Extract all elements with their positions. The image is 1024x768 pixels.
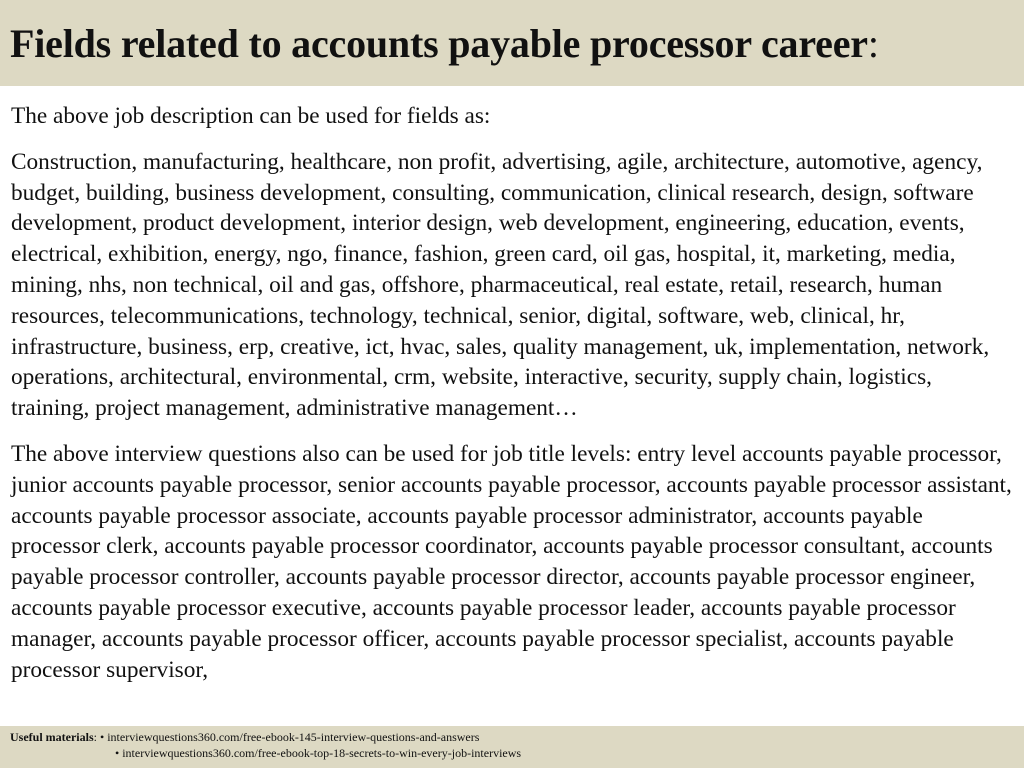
slide-title-text: Fields related to accounts payable processor career bbox=[10, 21, 868, 66]
slide-title-colon: : bbox=[867, 21, 879, 66]
useful-materials-footer bbox=[10, 729, 521, 761]
footer-line bbox=[10, 729, 521, 745]
job-levels-paragraph: The above interview questions also can be used for job title levels: entry level accounts payable processor, junior accounts payable processor, senior accounts payable processor, accounts payable processor assistant, accounts payable processor associate, accounts payable processor administrator, accounts payable processor clerk, accounts payable processor coordinator, accounts payable processor consultant, accounts payable processor controller, accounts payable processor director, accounts payable processor engineer, accounts payable processor executive, accounts payable processor leader, accounts payable processor manager, accounts payable processor officer, accounts payable processor specialist, accounts payable processor supervisor, bbox=[11, 440, 1012, 683]
footer-link[interactable]: interviewquestions360.com/free-ebook-top-18-secrets-to-win-every-job-interviews bbox=[122, 746, 522, 760]
fields-paragraph: Construction, manufacturing, healthcare, non profit, advertising, agile, architecture, automotive, agency, budget, building, business development, consulting, communication, clinical research, design, software development, product development, interior design, web development, engineering, education, events, electrical, exhibition, energy, ngo, finance, fashion, green card, oil gas, hospital, it, marketing, media, mining, nhs, non technical, oil and gas, offshore, pharmaceutical, real estate, retail, research, human resources, telecommunications, technology, technical, senior, digital, software, web, clinical, hr, infrastructure, business, erp, creative, ict, hvac, sales, quality management, uk, implementation, network, operations, architectural, environmental, crm, website, interactive, security, supply chain, logistics, training, project management, administrative management… bbox=[11, 148, 990, 422]
bullet-icon: • bbox=[115, 746, 120, 760]
footer-separator: : bbox=[93, 730, 100, 744]
intro-text: The above job description can be used for fields as: bbox=[11, 103, 491, 129]
slide-title bbox=[10, 20, 879, 68]
footer-label: Useful materials bbox=[10, 730, 94, 744]
slide-body bbox=[11, 101, 1015, 685]
footer-link[interactable]: interviewquestions360.com/free-ebook-145-interview-questions-and-answers bbox=[107, 730, 480, 744]
bullet-icon: • bbox=[100, 730, 105, 744]
footer-line bbox=[10, 745, 521, 761]
